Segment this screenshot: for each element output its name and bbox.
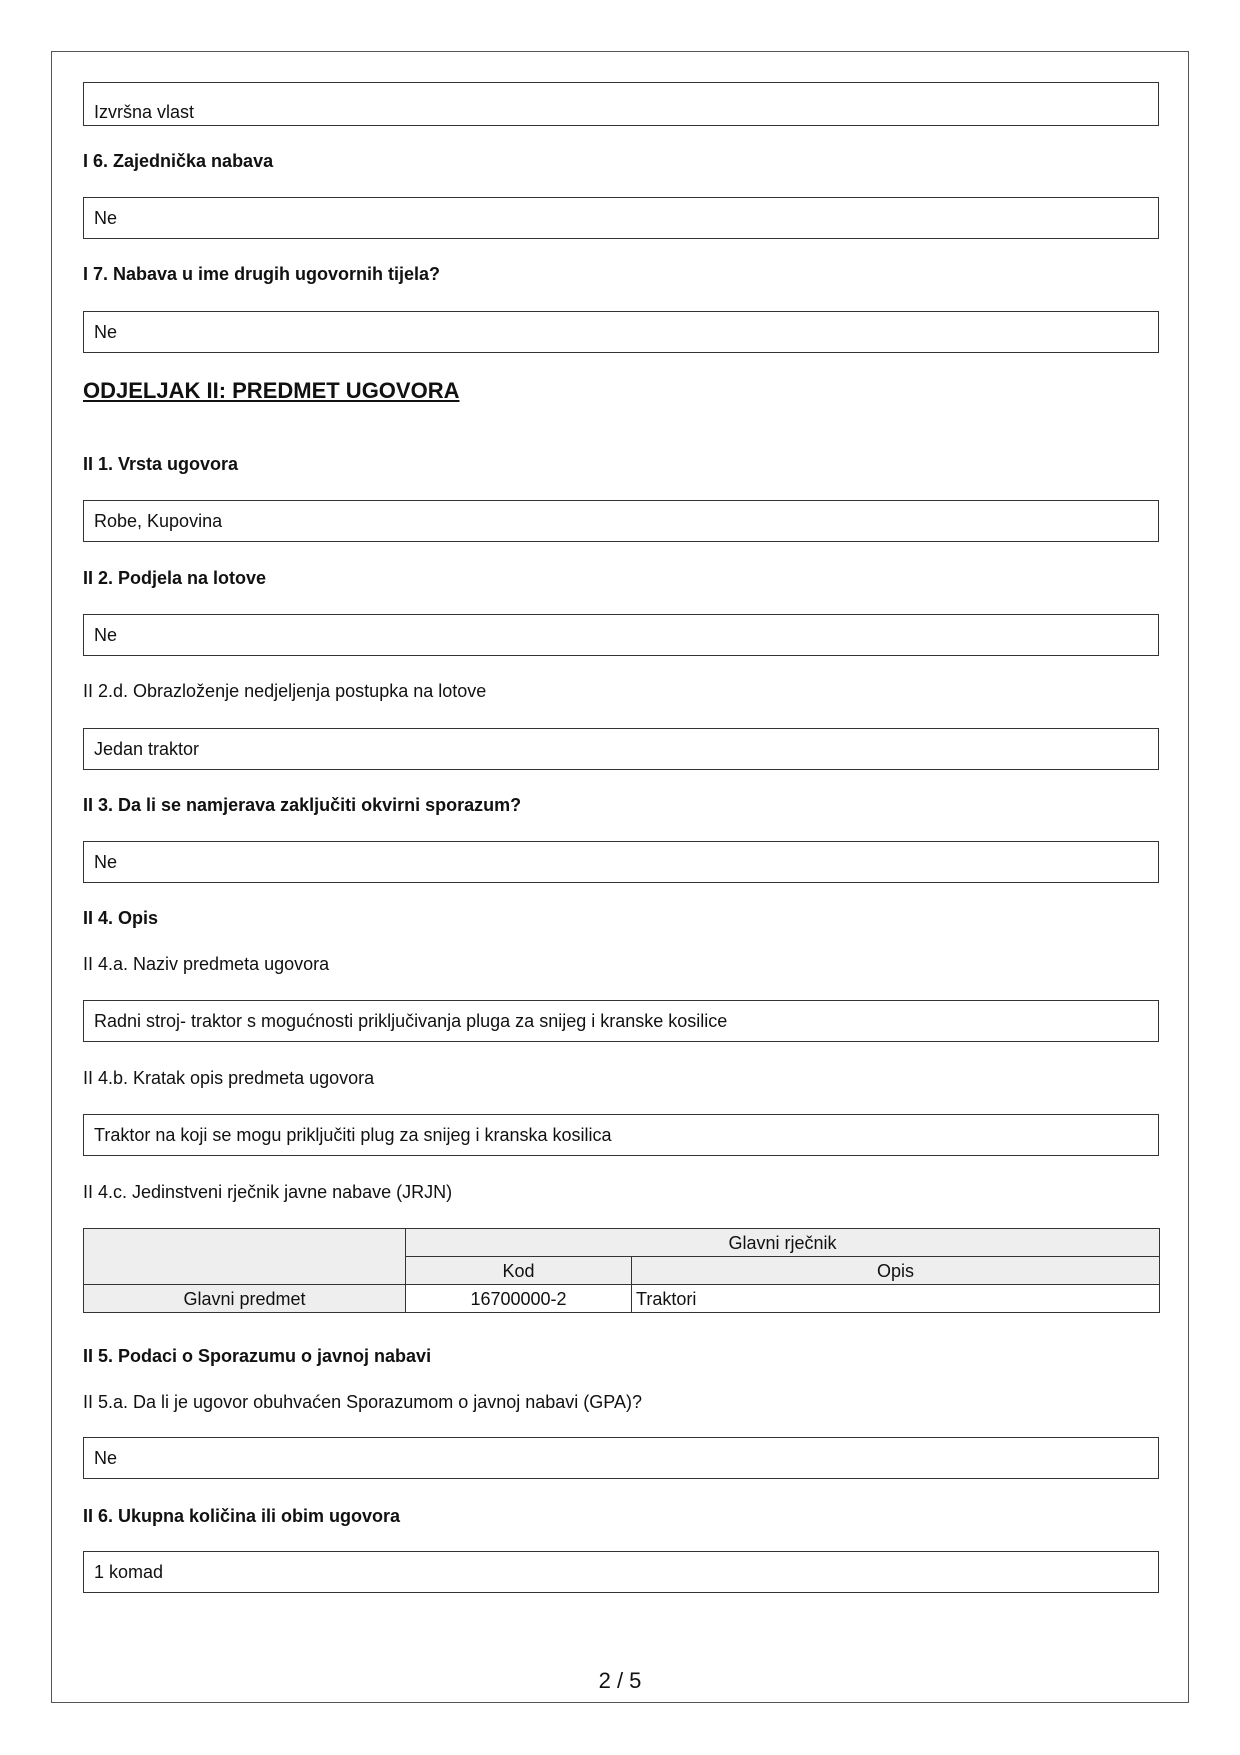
field-label-vrsta-ugovora: II 1. Vrsta ugovora — [83, 454, 239, 474]
page-number: 2 / 5 — [598, 1668, 642, 1693]
field-label-naziv-predmeta: II 4.a. Naziv predmeta ugovora — [83, 954, 330, 974]
section-title: ODJELJAK II: PREDMET UGOVORA — [83, 378, 460, 403]
field-value-gpa: Ne — [83, 1437, 1159, 1479]
cpv-table-corner — [84, 1229, 406, 1285]
cpv-col-desc: Opis — [632, 1257, 1160, 1285]
field-value-podjela-na-lotove: Ne — [83, 614, 1159, 656]
field-label-kratak-opis: II 4.b. Kratak opis predmeta ugovora — [83, 1068, 375, 1088]
heading-gpa: II 5. Podaci o Sporazumu o javnoj nabavi — [83, 1346, 432, 1366]
cpv-col-code: Kod — [406, 1257, 632, 1285]
heading-opis: II 4. Opis — [83, 908, 159, 928]
cpv-description: Traktori — [632, 1285, 1160, 1313]
cpv-code: 16700000-2 — [406, 1285, 632, 1313]
cpv-table — [83, 1228, 1160, 1313]
field-value-izvrsna-vlast: Izvršna vlast — [83, 82, 1159, 126]
field-label-nabava-u-ime: I 7. Nabava u ime drugih ugovornih tijela? — [83, 264, 441, 284]
field-value-obrazlozenje: Jedan traktor — [83, 728, 1159, 770]
field-label-zajednicka-nabava: I 6. Zajednička nabava — [83, 151, 274, 171]
field-value-okvirni-sporazum: Ne — [83, 841, 1159, 883]
field-label-ukupna-kolicina: II 6. Ukupna količina ili obim ugovora — [83, 1506, 401, 1526]
field-value-vrsta-ugovora: Robe, Kupovina — [83, 500, 1159, 542]
field-value-nabava-u-ime: Ne — [83, 311, 1159, 353]
field-label-okvirni-sporazum: II 3. Da li se namjerava zaključiti okvirni sporazum? — [83, 795, 522, 815]
field-value-ukupna-kolicina: 1 komad — [83, 1551, 1159, 1593]
field-value-zajednicka-nabava: Ne — [83, 197, 1159, 239]
table-row — [84, 1285, 1160, 1313]
cpv-group-header: Glavni rječnik — [406, 1229, 1160, 1257]
field-value-kratak-opis: Traktor na koji se mogu priključiti plug za snijeg i kranska kosilica — [83, 1114, 1159, 1156]
field-label-gpa: II 5.a. Da li je ugovor obuhvaćen Sporazumom o javnoj nabavi (GPA)? — [83, 1392, 642, 1412]
heading-jrjn: II 4.c. Jedinstveni rječnik javne nabave (JRJN) — [83, 1182, 453, 1202]
field-label-obrazlozenje: II 2.d. Obrazloženje nedjeljenja postupka na lotove — [83, 681, 487, 701]
field-label-podjela-na-lotove: II 2. Podjela na lotove — [83, 568, 267, 588]
cpv-row-label: Glavni predmet — [84, 1285, 406, 1313]
field-value-naziv-predmeta: Radni stroj- traktor s mogućnosti priključivanja pluga za snijeg i kranske kosilice — [83, 1000, 1159, 1042]
